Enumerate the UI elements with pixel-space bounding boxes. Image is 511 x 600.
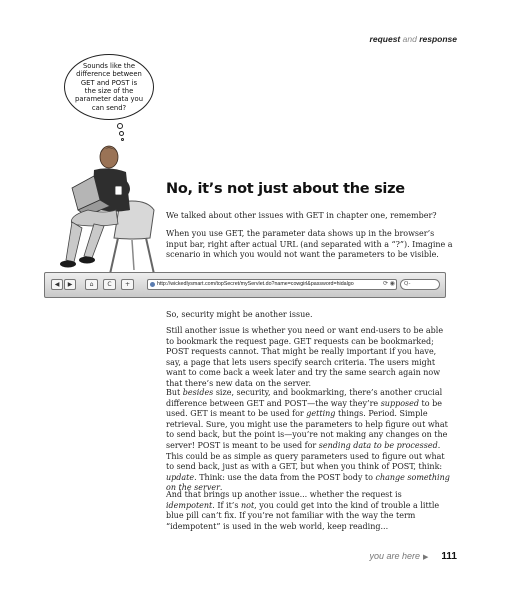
arrow-right-icon: ▶ <box>423 554 429 561</box>
go-icon[interactable]: ◉ <box>389 281 395 287</box>
home-button[interactable]: ⌂ <box>85 279 98 290</box>
forward-button[interactable]: ▶ <box>64 279 76 290</box>
intro-paragraph-1: We talked about other issues with GET in chapter one, remember? <box>166 211 437 220</box>
add-bookmark-button[interactable]: + <box>121 279 134 290</box>
thought-bubble-text: Sounds like the difference between GET and POST is the size of the parameter data you can send? <box>75 62 144 112</box>
running-head: request and response <box>369 34 457 44</box>
back-button[interactable]: ◀ <box>51 279 63 290</box>
body-paragraph-1: So, security might be another issue. <box>166 310 313 319</box>
body-paragraph-4: And that brings up another issue... whether the request is idempotent. If it’s not, you could get into the kind of trouble a little blue pill can’t fix. If you’re not familiar with the way the term “idempotent” is used in the web world, keep reading... <box>166 490 440 531</box>
page-footer <box>369 551 457 562</box>
man-with-laptop-illustration <box>54 140 164 275</box>
url-text: http://wickedlysmart.com/topSecret/myServlet.do?name=cowgirl&password=hidalgo <box>157 281 354 287</box>
page-number: 111 <box>441 551 457 562</box>
section-heading: No, it’s not just about the size <box>166 181 405 197</box>
thought-bubble <box>64 54 154 120</box>
body-paragraph-2: Still another issue is whether you need or want end-users to be able to bookmark the request page. GET requests can be bookmarked; POST requests cannot. That might be really important if you have, say, a page that lets users specify search criteria. The users might want to come back a week later and try the same search again now that there’s new data on the server. <box>166 326 444 388</box>
search-input[interactable]: Q- <box>400 279 440 290</box>
thought-dot <box>119 131 124 136</box>
browser-address-bar <box>44 272 446 298</box>
url-input[interactable] <box>147 279 397 290</box>
thought-dot <box>117 123 123 129</box>
reload-button[interactable]: C <box>103 279 116 290</box>
refresh-icon[interactable]: ⟳ <box>382 281 388 287</box>
you-are-here-label: you are here <box>369 551 421 561</box>
intro-paragraph-2: When you use GET, the parameter data shows up in the browser’s input bar, right after actual URL (and separated with a “?”). Imagine a scenario in which you would not want the parameters to be visible. <box>166 229 453 260</box>
site-icon <box>150 282 155 287</box>
body-paragraph-3: But besides size, security, and bookmarking, there’s another crucial difference between GET and POST—the way they’re supposed to be used. GET is meant to be used for getting things. Period. Simple retrieval. Sure, you might use the parameters to help figure out what to send back, but the point is—you’re not making any changes on the server! POST is meant to be used for sending data to be processed. This could be as simple as query parameters used to figure out what to send back, just as with a GET, but when you think of POST, think: update. Think: use the data from the POST body to change something on the server. <box>166 388 450 493</box>
